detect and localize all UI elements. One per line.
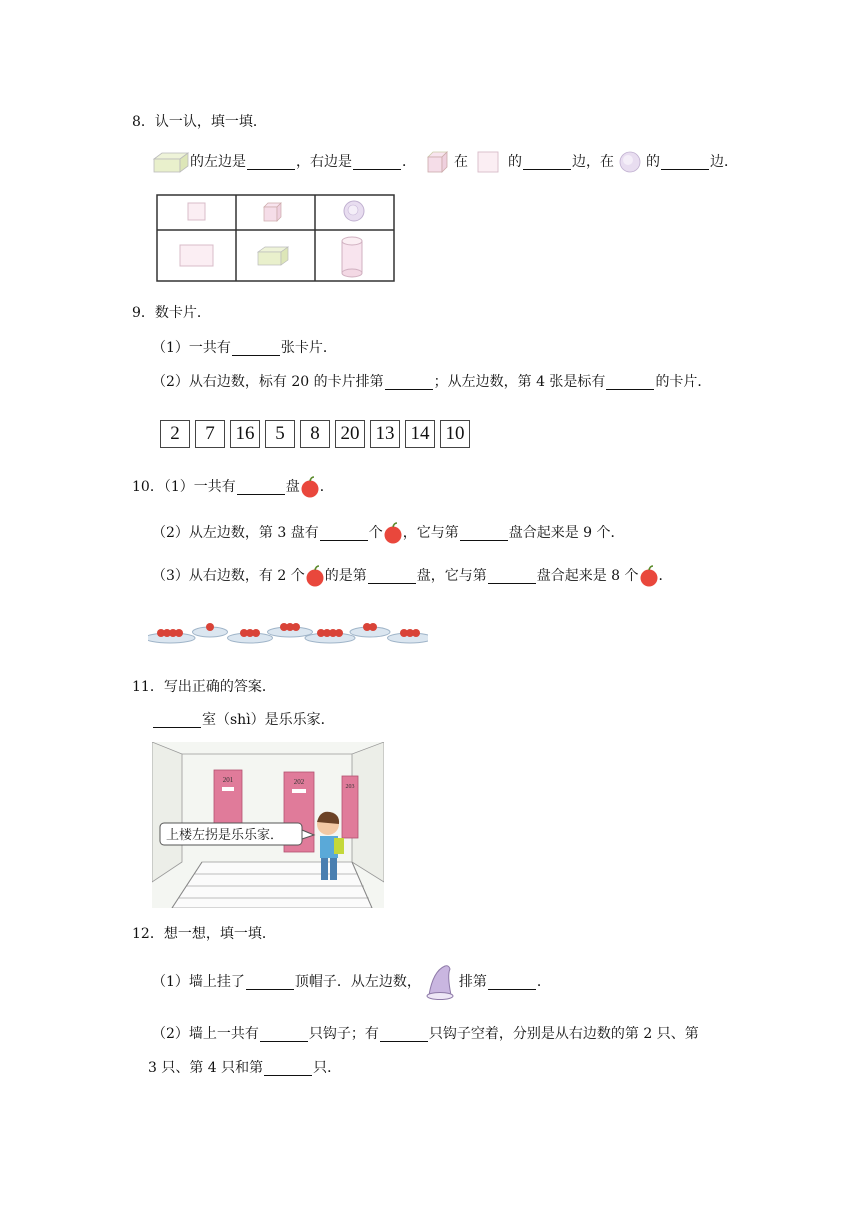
door-number-201: 201 (222, 776, 234, 784)
apple-plates (148, 606, 428, 656)
hat-icon (423, 963, 457, 1001)
q12-blank-3[interactable] (260, 1027, 308, 1042)
number-card: 10 (440, 420, 470, 448)
q10-blank-1[interactable] (237, 480, 285, 495)
q8-title: 8．认一认，填一填． (132, 114, 267, 130)
number-card: 2 (160, 420, 190, 448)
q12-part1: （1）墙上挂了 顶帽子．从左边数， 排第 ． (152, 962, 551, 1002)
q11-title: 11．写出正确的答案． (132, 679, 276, 695)
sphere-icon (618, 150, 642, 174)
number-card: 14 (405, 420, 435, 448)
q9-title: 9．数卡片． (132, 305, 211, 321)
q8-line: 的左边是 ，右边是 ． 在 的 边，在 的 边． (152, 150, 738, 174)
cube-icon (424, 150, 450, 174)
apple-plate (350, 623, 390, 637)
apple-plate (388, 629, 429, 643)
apple-icon (305, 565, 325, 587)
q10-part3: （3）从右边数，有 2 个 的是第 盘，它与第 盘合起来是 8 个 ． (152, 565, 673, 587)
apple (206, 623, 214, 631)
q9-part1: （1）一共有 张卡片． (152, 340, 337, 356)
number-card: 13 (370, 420, 400, 448)
square-icon (476, 150, 500, 174)
apple-icon (639, 565, 659, 587)
q10-blank-4[interactable] (368, 569, 416, 584)
number-card: 7 (195, 420, 225, 448)
q12-part2: （2）墙上一共有 只钩子；有 只钩子空着，分别是从右边数的第 2 只、第 (152, 1026, 699, 1042)
q9-blank-3[interactable] (606, 375, 654, 390)
cuboid-icon (152, 151, 190, 173)
q12-title: 12．想一想，填一填． (132, 926, 276, 942)
q10-part1: 10．（1）一共有 盘 ． (132, 476, 334, 498)
number-card: 8 (300, 420, 330, 448)
apple-plate (228, 629, 273, 643)
q10-blank-3[interactable] (460, 526, 508, 541)
hallway-illustration (152, 742, 384, 908)
number-cards (160, 420, 475, 448)
shapes-grid (156, 194, 396, 282)
apple (175, 629, 183, 637)
apple (412, 629, 420, 637)
q9-blank-2[interactable] (385, 375, 433, 390)
q8-blank-1[interactable] (247, 155, 295, 170)
apple-plate (148, 629, 195, 643)
door-number-203: 203 (345, 784, 355, 790)
q12-blank-2[interactable] (488, 975, 536, 990)
apple-plate (268, 623, 313, 637)
q10-blank-2[interactable] (320, 526, 368, 541)
q9-blank-1[interactable] (232, 341, 280, 356)
speech-bubble-text: 上楼左拐是乐乐家． (166, 828, 284, 843)
door-number-202: 202 (293, 778, 305, 786)
q9-part2: （2）从右边数，标有 20 的卡片排第 ；从左边数，第 4 张是标有 的卡片． (152, 374, 712, 390)
q8-blank-3[interactable] (523, 155, 571, 170)
apple (252, 629, 260, 637)
q12-part2-cont: 3 只、第 4 只和第 只． (148, 1060, 342, 1076)
apple (369, 623, 377, 631)
q12-blank-1[interactable] (246, 975, 294, 990)
q11-blank-1[interactable] (153, 713, 201, 728)
q11-line: 室（shì）是乐乐家． (152, 710, 335, 730)
q10-blank-5[interactable] (488, 569, 536, 584)
number-card: 16 (230, 420, 260, 448)
q8-blank-4[interactable] (661, 155, 709, 170)
q12-blank-5[interactable] (264, 1061, 312, 1076)
number-card: 20 (335, 420, 365, 448)
q10-part2: （2）从左边数，第 3 盘有 个 ，它与第 盘合起来是 9 个． (152, 522, 625, 544)
apple-plate (193, 623, 228, 637)
apple-icon (300, 476, 320, 498)
apple (292, 623, 300, 631)
q8-blank-2[interactable] (353, 155, 401, 170)
number-card: 5 (265, 420, 295, 448)
apple-icon (383, 522, 403, 544)
q12-blank-4[interactable] (380, 1027, 428, 1042)
apple (335, 629, 343, 637)
